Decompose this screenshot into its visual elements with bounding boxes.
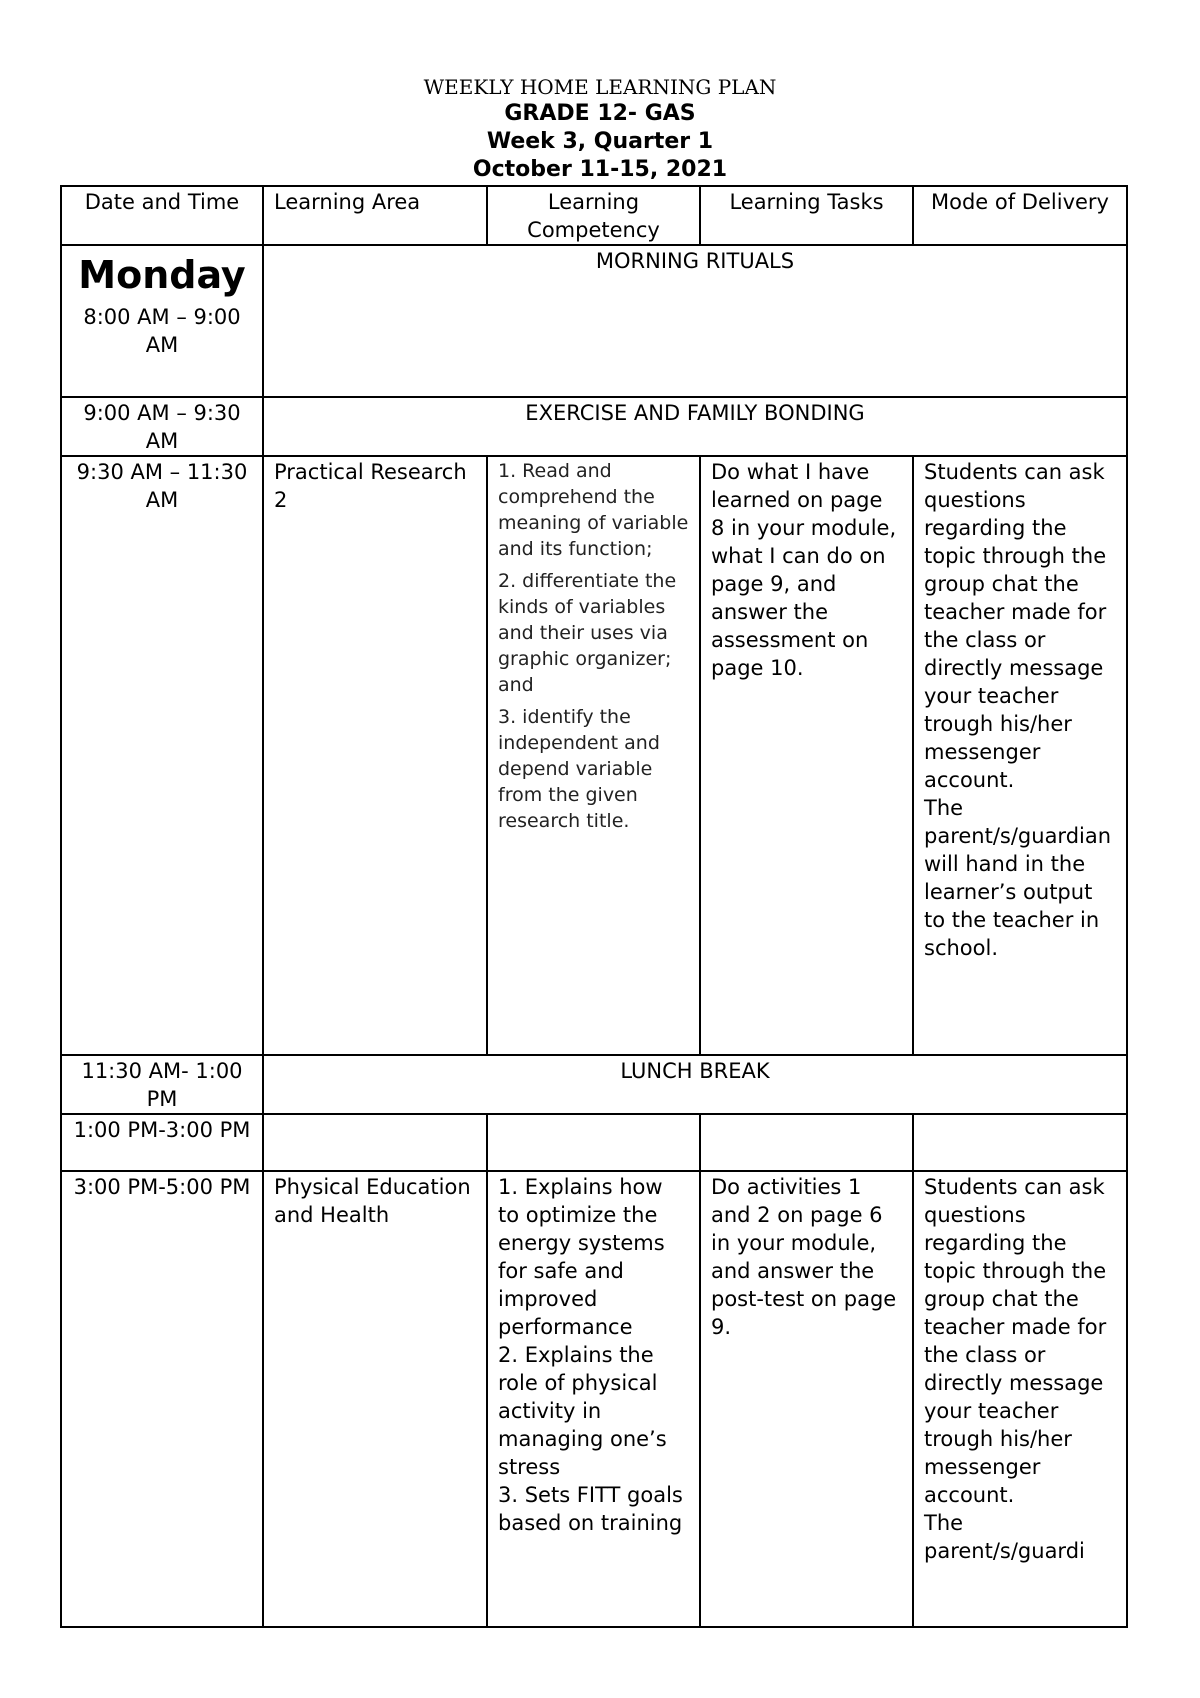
day-label: Monday — [78, 253, 246, 297]
table-header-row — [61, 186, 1127, 245]
document-header — [0, 74, 1200, 184]
competency-item: 2. Explains the role of physical activity in managing one’s stress — [498, 1343, 667, 1479]
delivery-text: The parent/s/guardian will hand in the learner’s output to the teacher in school. — [924, 796, 1112, 960]
competency-cell — [487, 1114, 700, 1171]
time-text: 8:00 AM – 9:00 AM — [83, 305, 241, 357]
activity-cell: EXERCISE AND FAMILY BONDING — [263, 397, 1127, 456]
learning-area-cell — [263, 1114, 487, 1171]
delivery-cell — [913, 1171, 1127, 1627]
delivery-text: Students can ask questions regarding the topic through the group chat the teacher made for the class or directly message your teacher trough his/her messenger account. — [924, 460, 1107, 792]
competency-cell — [487, 456, 700, 1055]
competency-item: 3. identify the independent and depend variable from the given research title. — [498, 706, 660, 832]
week-label: Week 3, Quarter 1 — [486, 129, 714, 154]
table-row — [61, 397, 1127, 456]
competency-item: 2. differentiate the kinds of variables and their uses via graphic organizer; and — [498, 570, 677, 696]
delivery-cell — [913, 456, 1127, 1055]
activity-cell: MORNING RITUALS — [263, 245, 1127, 397]
table-row — [61, 1114, 1127, 1171]
delivery-text: The parent/s/guardi — [924, 1511, 1085, 1563]
tasks-cell — [700, 1114, 913, 1171]
competency-cell — [487, 1171, 700, 1627]
table-row — [61, 456, 1127, 1055]
competency-item: 1. Read and comprehend the meaning of variable and its function; — [498, 460, 689, 560]
time-cell: 9:00 AM – 9:30 AM — [61, 397, 263, 456]
activity-cell: LUNCH BREAK — [263, 1055, 1127, 1114]
tasks-cell: Do activities 1 and 2 on page 6 in your module, and answer the post-test on page 9. — [700, 1171, 913, 1627]
learning-plan-table — [60, 185, 1128, 1628]
time-cell: 9:30 AM – 11:30 AM — [61, 456, 263, 1055]
col-header-competency: Learning Competency — [487, 186, 700, 245]
col-header-area: Learning Area — [263, 186, 487, 245]
delivery-cell — [913, 1114, 1127, 1171]
competency-item: 1. Explains how to optimize the energy systems for safe and improved performance — [498, 1175, 665, 1339]
time-cell — [61, 245, 263, 397]
col-header-tasks: Learning Tasks — [700, 186, 913, 245]
table-row — [61, 1055, 1127, 1114]
grade-label: GRADE 12- GAS — [504, 101, 696, 126]
col-header-delivery: Mode of Delivery — [913, 186, 1127, 245]
table-row — [61, 1171, 1127, 1627]
time-cell: 1:00 PM-3:00 PM — [61, 1114, 263, 1171]
delivery-text: Students can ask questions regarding the topic through the group chat the teacher made for the class or directly message your teacher trough his/her messenger account. — [924, 1175, 1107, 1507]
tasks-cell: Do what I have learned on page 8 in your module, what I can do on page 9, and answer the assessment on page 10. — [700, 456, 913, 1055]
plan-title: WEEKLY HOME LEARNING PLAN — [423, 75, 777, 99]
table-row — [61, 245, 1127, 397]
col-header-date: Date and Time — [61, 186, 263, 245]
learning-area-cell: Practical Research 2 — [263, 456, 487, 1055]
time-cell: 3:00 PM-5:00 PM — [61, 1171, 263, 1627]
date-range: October 11-15, 2021 — [472, 157, 728, 182]
competency-item: 3. Sets FITT goals based on training — [498, 1483, 683, 1535]
time-cell: 11:30 AM- 1:00 PM — [61, 1055, 263, 1114]
learning-area-cell: Physical Education and Health — [263, 1171, 487, 1627]
